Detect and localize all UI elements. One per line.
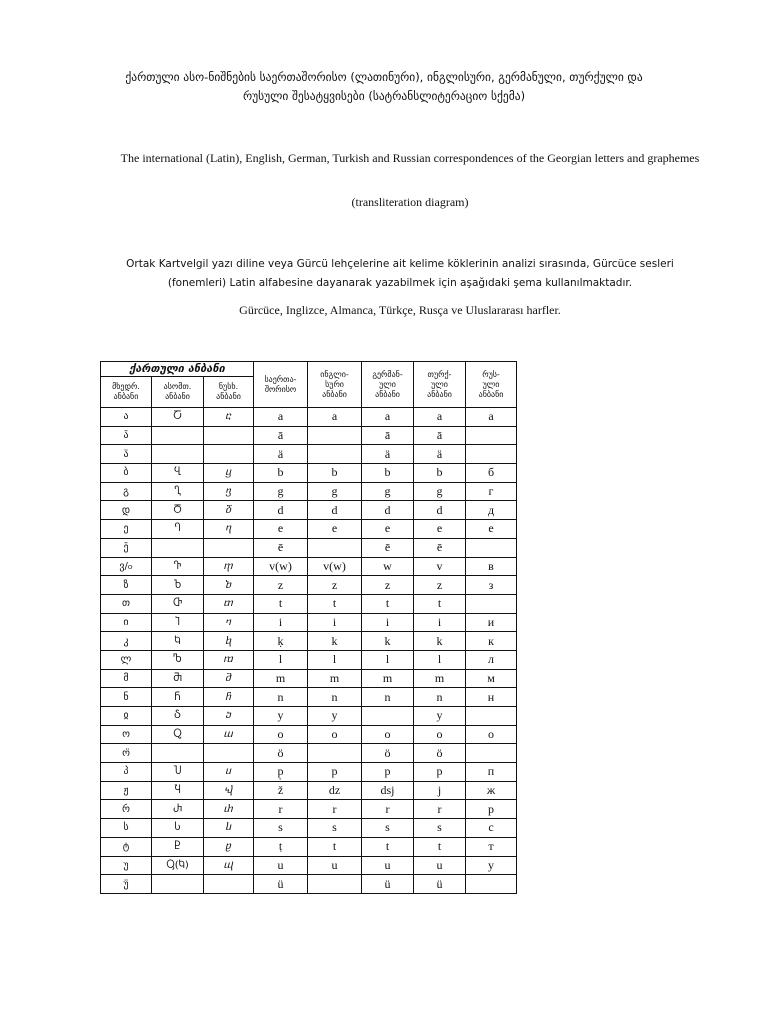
mkhedruli-cell: უ̈ xyxy=(101,875,152,894)
german-cell: o xyxy=(362,725,414,744)
subheader-mkhedruli: მხედრ. ანბანი xyxy=(101,377,152,408)
turkish-cell: v xyxy=(414,557,466,576)
russian-cell: к xyxy=(466,632,517,651)
table-row xyxy=(101,632,517,651)
russian-cell: б xyxy=(466,464,517,483)
mkhedruli-cell: ვ/ჿ xyxy=(101,557,152,576)
english-cell: d xyxy=(308,501,362,520)
subheader-asomtavruli: ასომთ. ანბანი xyxy=(152,377,204,408)
german-cell xyxy=(362,707,414,726)
table-row xyxy=(101,688,517,707)
turkish-cell: ē xyxy=(414,538,466,557)
international-cell: n xyxy=(254,688,308,707)
asomtavruli-cell: Ⴄ xyxy=(152,520,204,539)
nuskhuri-cell xyxy=(204,875,254,894)
russian-cell: р xyxy=(466,800,517,819)
international-cell: a xyxy=(254,408,308,427)
turkish-cell: l xyxy=(414,650,466,669)
russian-cell: o xyxy=(466,725,517,744)
english-cell: y xyxy=(308,707,362,726)
mkhedruli-cell: რ xyxy=(101,800,152,819)
english-cell: p xyxy=(308,763,362,782)
mkhedruli-cell: ო xyxy=(101,725,152,744)
english-cell: r xyxy=(308,800,362,819)
german-cell: n xyxy=(362,688,414,707)
asomtavruli-cell: Ⴎ xyxy=(152,763,204,782)
russian-cell: п xyxy=(466,763,517,782)
english-cell: l xyxy=(308,650,362,669)
col-header-russian: რუს- ული ანბანი xyxy=(466,362,517,408)
english-cell: i xyxy=(308,613,362,632)
german-cell: ö xyxy=(362,744,414,763)
table-row xyxy=(101,464,517,483)
table-row xyxy=(101,482,517,501)
turkish-cell: y xyxy=(414,707,466,726)
international-cell: r xyxy=(254,800,308,819)
table-row xyxy=(101,781,517,800)
mkhedruli-cell: უ xyxy=(101,856,152,875)
asomtavruli-cell xyxy=(152,445,204,464)
asomtavruli-cell: Ⴒ xyxy=(152,837,204,856)
asomtavruli-cell: Ⴈ xyxy=(152,613,204,632)
english-cell: m xyxy=(308,669,362,688)
turkish-cell: a xyxy=(414,408,466,427)
asomtavruli-cell: Ⴉ xyxy=(152,632,204,651)
turkish-cell: t xyxy=(414,594,466,613)
english-cell: n xyxy=(308,688,362,707)
subheader-nuskhuri: ნუსხ. ანბანი xyxy=(204,377,254,408)
table-row xyxy=(101,576,517,595)
table-row xyxy=(101,800,517,819)
table-row xyxy=(101,837,517,856)
english-cell xyxy=(308,445,362,464)
nuskhuri-cell: ⴎ xyxy=(204,763,254,782)
col-header-english: ინგლი- სური ანბანი xyxy=(308,362,362,408)
turkish-cell: m xyxy=(414,669,466,688)
nuskhuri-cell: ⴐ xyxy=(204,800,254,819)
table-row xyxy=(101,408,517,427)
table-row xyxy=(101,594,517,613)
mkhedruli-cell: გ xyxy=(101,482,152,501)
english-cell: dz xyxy=(308,781,362,800)
russian-cell xyxy=(466,744,517,763)
international-cell: ä xyxy=(254,445,308,464)
mkhedruli-cell: თ xyxy=(101,594,152,613)
german-cell: a xyxy=(362,408,414,427)
table-row xyxy=(101,856,517,875)
turkish-cell: r xyxy=(414,800,466,819)
table-row xyxy=(101,819,517,838)
table-row xyxy=(101,501,517,520)
asomtavruli-cell xyxy=(152,744,204,763)
asomtavruli-cell: Ⴆ xyxy=(152,576,204,595)
table-row xyxy=(101,613,517,632)
german-cell: ä xyxy=(362,445,414,464)
russian-cell: т xyxy=(466,837,517,856)
table-body xyxy=(101,408,517,894)
english-cell xyxy=(308,538,362,557)
german-cell: d xyxy=(362,501,414,520)
mkhedruli-cell: ა xyxy=(101,408,152,427)
nuskhuri-cell: ⴄ xyxy=(204,520,254,539)
nuskhuri-cell: ⴊ xyxy=(204,650,254,669)
mkhedruli-cell: ე̄ xyxy=(101,538,152,557)
international-cell: y xyxy=(254,707,308,726)
german-cell: i xyxy=(362,613,414,632)
russian-cell: в xyxy=(466,557,517,576)
table-row xyxy=(101,669,517,688)
nuskhuri-cell: ⴌ xyxy=(204,688,254,707)
english-cell: t xyxy=(308,837,362,856)
nuskhuri-cell: ⴓ xyxy=(204,856,254,875)
mkhedruli-cell: ტ xyxy=(101,837,152,856)
turkish-line: Gürcüce, Inglizce, Almanca, Türkçe, Rusça ve Uluslararası harfler. xyxy=(239,303,561,317)
english-cell: b xyxy=(308,464,362,483)
russian-cell: ж xyxy=(466,781,517,800)
nuskhuri-cell xyxy=(204,744,254,763)
german-cell: ü xyxy=(362,875,414,894)
international-cell: g xyxy=(254,482,308,501)
col-header-international: საერთა- შორისო xyxy=(254,362,308,408)
asomtavruli-cell: Ⴃ xyxy=(152,501,204,520)
nuskhuri-cell: ⴃ xyxy=(204,501,254,520)
nuskhuri-cell: ⴋ xyxy=(204,669,254,688)
german-cell: l xyxy=(362,650,414,669)
turkish-cell: ä xyxy=(414,445,466,464)
table-row xyxy=(101,725,517,744)
mkhedruli-cell: ზ xyxy=(101,576,152,595)
table-header-row xyxy=(101,362,517,377)
international-cell: b xyxy=(254,464,308,483)
russian-cell: у xyxy=(466,856,517,875)
international-cell: z xyxy=(254,576,308,595)
asomtavruli-cell: Ⴋ xyxy=(152,669,204,688)
mkhedruli-cell: ი xyxy=(101,613,152,632)
german-cell: s xyxy=(362,819,414,838)
international-cell: t xyxy=(254,594,308,613)
nuskhuri-cell: ⴒ xyxy=(204,837,254,856)
english-cell: s xyxy=(308,819,362,838)
col-header-turkish: თურქ- ული ანბანი xyxy=(414,362,466,408)
german-cell: z xyxy=(362,576,414,595)
international-cell: l xyxy=(254,650,308,669)
german-cell: t xyxy=(362,594,414,613)
turkish-cell: j xyxy=(414,781,466,800)
international-cell: o xyxy=(254,725,308,744)
english-title: The international (Latin), English, German, Turkish and Russian correspondences of the Georgian letters and graphemes xyxy=(120,151,700,165)
mkhedruli-cell: პ xyxy=(101,763,152,782)
german-cell: r xyxy=(362,800,414,819)
international-cell: ē xyxy=(254,538,308,557)
asomtavruli-cell: Ⴀ xyxy=(152,408,204,427)
german-cell: u xyxy=(362,856,414,875)
international-cell: s xyxy=(254,819,308,838)
english-cell: g xyxy=(308,482,362,501)
german-cell: ē xyxy=(362,538,414,557)
asomtavruli-cell: Ⴢ xyxy=(152,707,204,726)
asomtavruli-cell: Ⴂ xyxy=(152,482,204,501)
russian-cell xyxy=(466,538,517,557)
mkhedruli-cell: მ xyxy=(101,669,152,688)
turkish-cell: k xyxy=(414,632,466,651)
table-row xyxy=(101,650,517,669)
mkhedruli-cell: ო̈ xyxy=(101,744,152,763)
asomtavruli-cell xyxy=(152,426,204,445)
russian-cell: e xyxy=(466,520,517,539)
nuskhuri-cell: ⴀ xyxy=(204,408,254,427)
german-cell: g xyxy=(362,482,414,501)
asomtavruli-cell: Ⴌ xyxy=(152,688,204,707)
german-cell: m xyxy=(362,669,414,688)
asomtavruli-cell xyxy=(152,875,204,894)
mkhedruli-cell: ე xyxy=(101,520,152,539)
nuskhuri-cell xyxy=(204,538,254,557)
georgian-title-line1: ქართული ასო-ნიშნების საერთაშორისო (ლათინური), ინგლისური, გერმანული, თურქული და xyxy=(125,70,643,84)
table-row xyxy=(101,538,517,557)
international-cell: i xyxy=(254,613,308,632)
table-row xyxy=(101,557,517,576)
table-row xyxy=(101,744,517,763)
nuskhuri-cell: ⴑ xyxy=(204,819,254,838)
international-cell: u xyxy=(254,856,308,875)
english-cell: e xyxy=(308,520,362,539)
asomtavruli-cell xyxy=(152,538,204,557)
german-cell: ā xyxy=(362,426,414,445)
russian-cell: г xyxy=(466,482,517,501)
table-row xyxy=(101,426,517,445)
english-subtitle: (transliteration diagram) xyxy=(351,195,469,209)
german-cell: dsj xyxy=(362,781,414,800)
german-cell: p xyxy=(362,763,414,782)
mkhedruli-cell: ა̄ xyxy=(101,426,152,445)
asomtavruli-cell: Ⴑ xyxy=(152,819,204,838)
nuskhuri-cell: ⴆ xyxy=(204,576,254,595)
asomtavruli-cell: Ⴅ xyxy=(152,557,204,576)
russian-cell: a xyxy=(466,408,517,427)
turkish-paragraph: Ortak Kartvelgil yazı diline veya Gürcü lehçelerine ait kelime köklerinin analizi sırasında, Gürcüce sesleri (fonemleri) Latin alfabesine dayanarak yazabilmek için aşağıdaki şema kullanılmaktadır. xyxy=(126,258,674,289)
international-cell: v(w) xyxy=(254,557,308,576)
asomtavruli-cell: Ⴇ xyxy=(152,594,204,613)
german-cell: k xyxy=(362,632,414,651)
georgian-title-line2: რუსული შესატყვისები (სატრანსლიტერაციო სქემა) xyxy=(242,89,526,103)
international-cell: ü xyxy=(254,875,308,894)
table-row xyxy=(101,763,517,782)
english-cell xyxy=(308,875,362,894)
turkish-cell: e xyxy=(414,520,466,539)
international-cell: m xyxy=(254,669,308,688)
nuskhuri-cell: ⴈ xyxy=(204,613,254,632)
german-cell: b xyxy=(362,464,414,483)
turkish-cell: o xyxy=(414,725,466,744)
international-cell: ž xyxy=(254,781,308,800)
russian-cell xyxy=(466,875,517,894)
german-cell: t xyxy=(362,837,414,856)
international-cell: ö xyxy=(254,744,308,763)
english-cell xyxy=(308,426,362,445)
mkhedruli-cell: ნ xyxy=(101,688,152,707)
russian-cell: м xyxy=(466,669,517,688)
international-cell: ṭ xyxy=(254,837,308,856)
nuskhuri-cell: ⴍ xyxy=(204,725,254,744)
nuskhuri-cell xyxy=(204,445,254,464)
turkish-cell: b xyxy=(414,464,466,483)
russian-cell: c xyxy=(466,819,517,838)
nuskhuri-cell: ⴏ xyxy=(204,781,254,800)
russian-cell: н xyxy=(466,688,517,707)
mkhedruli-cell: ჲ xyxy=(101,707,152,726)
international-cell: e xyxy=(254,520,308,539)
turkish-cell: t xyxy=(414,837,466,856)
international-cell: d xyxy=(254,501,308,520)
english-cell: v(w) xyxy=(308,557,362,576)
english-cell: k xyxy=(308,632,362,651)
russian-cell: з xyxy=(466,576,517,595)
asomtavruli-cell: Ⴊ xyxy=(152,650,204,669)
mkhedruli-cell: ჟ xyxy=(101,781,152,800)
nuskhuri-cell: ⴢ xyxy=(204,707,254,726)
german-cell: e xyxy=(362,520,414,539)
international-cell: ḳ xyxy=(254,632,308,651)
asomtavruli-cell: Ⴁ xyxy=(152,464,204,483)
asomtavruli-cell: Ⴐ xyxy=(152,800,204,819)
nuskhuri-cell xyxy=(204,426,254,445)
turkish-cell: n xyxy=(414,688,466,707)
nuskhuri-cell: ⴁ xyxy=(204,464,254,483)
german-cell: w xyxy=(362,557,414,576)
english-cell: z xyxy=(308,576,362,595)
mkhedruli-cell: ს xyxy=(101,819,152,838)
mkhedruli-cell: ლ xyxy=(101,650,152,669)
mkhedruli-cell: დ xyxy=(101,501,152,520)
russian-cell: и xyxy=(466,613,517,632)
table-row xyxy=(101,445,517,464)
russian-cell xyxy=(466,426,517,445)
col-header-german: გერმან- ული ანბანი xyxy=(362,362,414,408)
table-row xyxy=(101,875,517,894)
asomtavruli-cell: Ⴓ(Ⴉ) xyxy=(152,856,204,875)
turkish-cell: ā xyxy=(414,426,466,445)
mkhedruli-cell: ბ xyxy=(101,464,152,483)
georgian-title xyxy=(95,68,673,106)
international-cell: p̣ xyxy=(254,763,308,782)
turkish-cell: s xyxy=(414,819,466,838)
nuskhuri-cell: ⴅ xyxy=(204,557,254,576)
turkish-cell: z xyxy=(414,576,466,595)
turkish-cell: g xyxy=(414,482,466,501)
english-cell: a xyxy=(308,408,362,427)
asomtavruli-cell: Ⴍ xyxy=(152,725,204,744)
turkish-cell: ü xyxy=(414,875,466,894)
english-cell: t xyxy=(308,594,362,613)
nuskhuri-cell: ⴇ xyxy=(204,594,254,613)
mkhedruli-cell: კ xyxy=(101,632,152,651)
table-row xyxy=(101,707,517,726)
mkhedruli-cell: ა̈ xyxy=(101,445,152,464)
english-cell: o xyxy=(308,725,362,744)
turkish-cell: d xyxy=(414,501,466,520)
georgian-alphabet-header: ქართული ანბანი xyxy=(101,362,254,377)
russian-cell xyxy=(466,707,517,726)
turkish-cell: i xyxy=(414,613,466,632)
turkish-cell: p xyxy=(414,763,466,782)
asomtavruli-cell: Ⴏ xyxy=(152,781,204,800)
nuskhuri-cell: ⴉ xyxy=(204,632,254,651)
turkish-cell: u xyxy=(414,856,466,875)
nuskhuri-cell: ⴂ xyxy=(204,482,254,501)
english-cell: u xyxy=(308,856,362,875)
russian-cell xyxy=(466,445,517,464)
turkish-cell: ö xyxy=(414,744,466,763)
table-row xyxy=(101,520,517,539)
transliteration-table xyxy=(100,361,517,894)
russian-cell: д xyxy=(466,501,517,520)
international-cell: ā xyxy=(254,426,308,445)
english-cell xyxy=(308,744,362,763)
russian-cell: л xyxy=(466,650,517,669)
russian-cell xyxy=(466,594,517,613)
